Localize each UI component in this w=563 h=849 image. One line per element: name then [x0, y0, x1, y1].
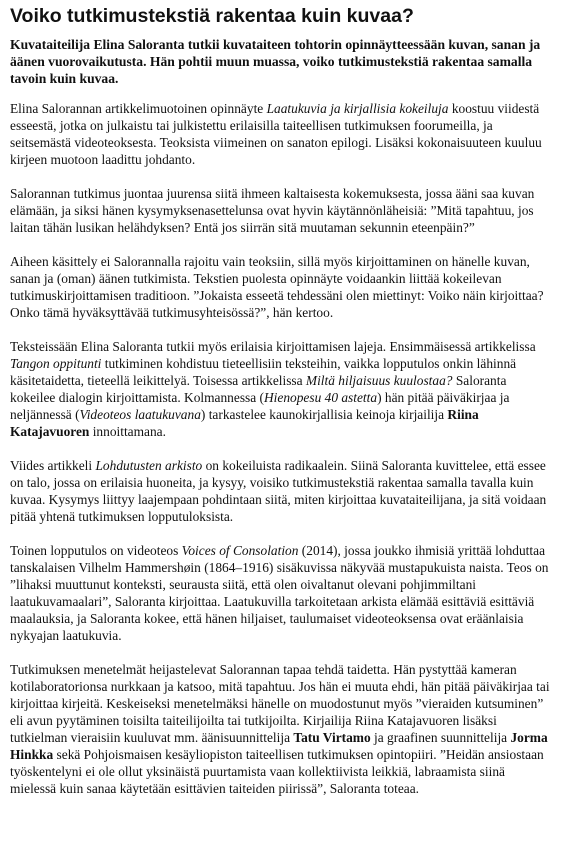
person-name: Riina Katajavuoren — [10, 407, 479, 439]
work-title: Miltä hiljaisuus kuulostaa? — [305, 373, 453, 388]
article-lead: Kuvataiteilija Elina Saloranta tutkii kuvataiteen tohtorin opinnäytteessään kuvan, sanan ja äänen vuorovaikutusta. Hän pohtii muun muassa, voiko tutkimustekstiä rakentaa samalla tavoin kuin kuvaa. — [10, 37, 541, 86]
paragraph-5: Viides artikkeli Lohdutusten arkisto on kokeiluista radikaalein. Siinä Saloranta kuvittelee, että essee on talo, jossa on erilaisia huoneita, ja kysyy, voisiko tutkimustekstiä rakentaa samalla tavalla kuin kuvaa. Kysymys liittyy laajempaan pohdintaan siitä, miten kirjoittaa kuvataiteilijana, ja sitä voidaan pitää yhtenä tutkimuksen lopputuloksista. — [10, 458, 547, 524]
paragraph-3: Aiheen käsittely ei Salorannalla rajoitu vain teoksiin, sillä myös kirjoittaminen on hänelle kuvan, sanan ja (oman) äänen tutkimista. Tekstien puolesta opinnäyte voidaankin liittää kokeilevan tutkimuskirjoittamisen traditioon. ”Jokaista esseetä tehdessäni olen miettinyt: Voiko näin kirjoittaa? Onko tämä hyväksyttävää tutkimusyhteisössä?”, hän kertoo. — [10, 254, 544, 320]
work-title: Laatukuvia ja kirjallisia kokeiluja — [266, 101, 449, 116]
person-name: Tatu Virtamo — [293, 730, 371, 745]
work-title: Voices of Consolation — [181, 543, 299, 558]
paragraph-4: Teksteissään Elina Saloranta tutkii myös erilaisia kirjoittamisen lajeja. Ensimmäisessä artikkelissa Tangon oppitunti tutkiminen kohdistuu tieteellisiin teksteihin, vaikka lopputulos onkin lähinnä käsitetaidetta, tieteellä leikittelyä. Toisessa artikkelissa Miltä hiljaisuus kuulostaa? Saloranta kokeilee dialogin kirjoittamista. Kolmannessa (Hienopesu 40 astetta) hän pitää päiväkirjaa ja neljännessä (Videoteos laatukuvana) tarkastelee kaunokirjallisia keinoja kirjailija Riina Katajavuoren innoittamana. — [10, 339, 536, 439]
work-title: Videoteos laatukuvana — [79, 407, 201, 422]
article-title: Voiko tutkimustekstiä rakentaa kuin kuvaa? — [10, 5, 414, 27]
work-title: Lohdutusten arkisto — [95, 458, 203, 473]
work-title: Hienopesu 40 astetta — [264, 390, 378, 405]
paragraph-1: Elina Salorannan artikkelimuotoinen opinnäyte Laatukuvia ja kirjallisia kokeiluja koostuu viidestä esseestä, jotka on julkaistu tai julkistettu erilaisilla taiteellisen tutkimuksen foorumeilla, ja seitsemästä videoteoksesta. Teoksista viimeinen on sanaton epilogi. Lisäksi kokonaisuuteen kuuluu kirjeen muotoon laadittu johdanto. — [10, 101, 542, 167]
paragraph-6: Toinen lopputulos on videoteos Voices of Consolation (2014), jossa joukko ihmisiä yrittää lohduttaa tanskalaisen Vilhelm Hammershøin (1864–1916) sisäkuvissa näkyvää mustapukuista naista. Teos on ”lihaksi muuttunut konteksti, seurausta siitä, että olen oivaltanut olevani pohjimmiltani laatukuvamaalari”, Saloranta kirjoittaa. Laatukuvilla tarkoitetaan arkista elämää esittäviä esittäviä maalauksia, ja Saloranta kokee, että hänen hiljaiset, taulumaiset videoteoksensa ovat eräänlaisia nykyajan laatukuvia. — [10, 543, 549, 643]
paragraph-7: Tutkimuksen menetelmät heijastelevat Salorannan tapaa tehdä taidetta. Hän pystyttää kameran kotilaboratorionsa nurkkaan ja katsoo, mitä tapahtuu. Jos hän ei muuta ehdi, hän pitää päiväkirjaa tai kirjoittaa kirjeitä. Keskeiseksi menetelmäksi hänelle on muodostunut myös ”vieraiden kutsuminen” eli avun pyytäminen toisilta taiteilijoilta tai tutkijoilta. Kirjailija Riina Katajavuoren lisäksi tutkielman vieraisiin kuuluvat mm. äänisuunnittelija Tatu Virtamo ja graafinen suunnittelija Jorma Hinkka sekä Pohjoismaisen kesäyliopiston taiteellisen tutkimuksen opintopiiri. ”Heidän ansiostaan työskentelyni ei ole ollut yksinäistä puurtamista vaan kollektiivista leikkiä, labraamista siinä mielessä kuin sanaa käytetään esittävien taiteiden piirissä”, Saloranta toteaa. — [10, 662, 550, 796]
work-title: Tangon oppitunti — [10, 356, 102, 371]
paragraph-2: Salorannan tutkimus juontaa juurensa siitä ihmeen kaltaisesta kokemuksesta, jossa ääni saa kuvan elämään, ja siksi hänen kysymyksenasettelunsa ovat hyvin käytännönläheisiä: ”Mitä tapahtuu, jos laitan tähän lusikan helähdyksen? Entä jos siirrän sitä muutaman sekunnin eteenpäin?” — [10, 186, 535, 235]
person-name: Jorma Hinkka — [10, 730, 548, 762]
